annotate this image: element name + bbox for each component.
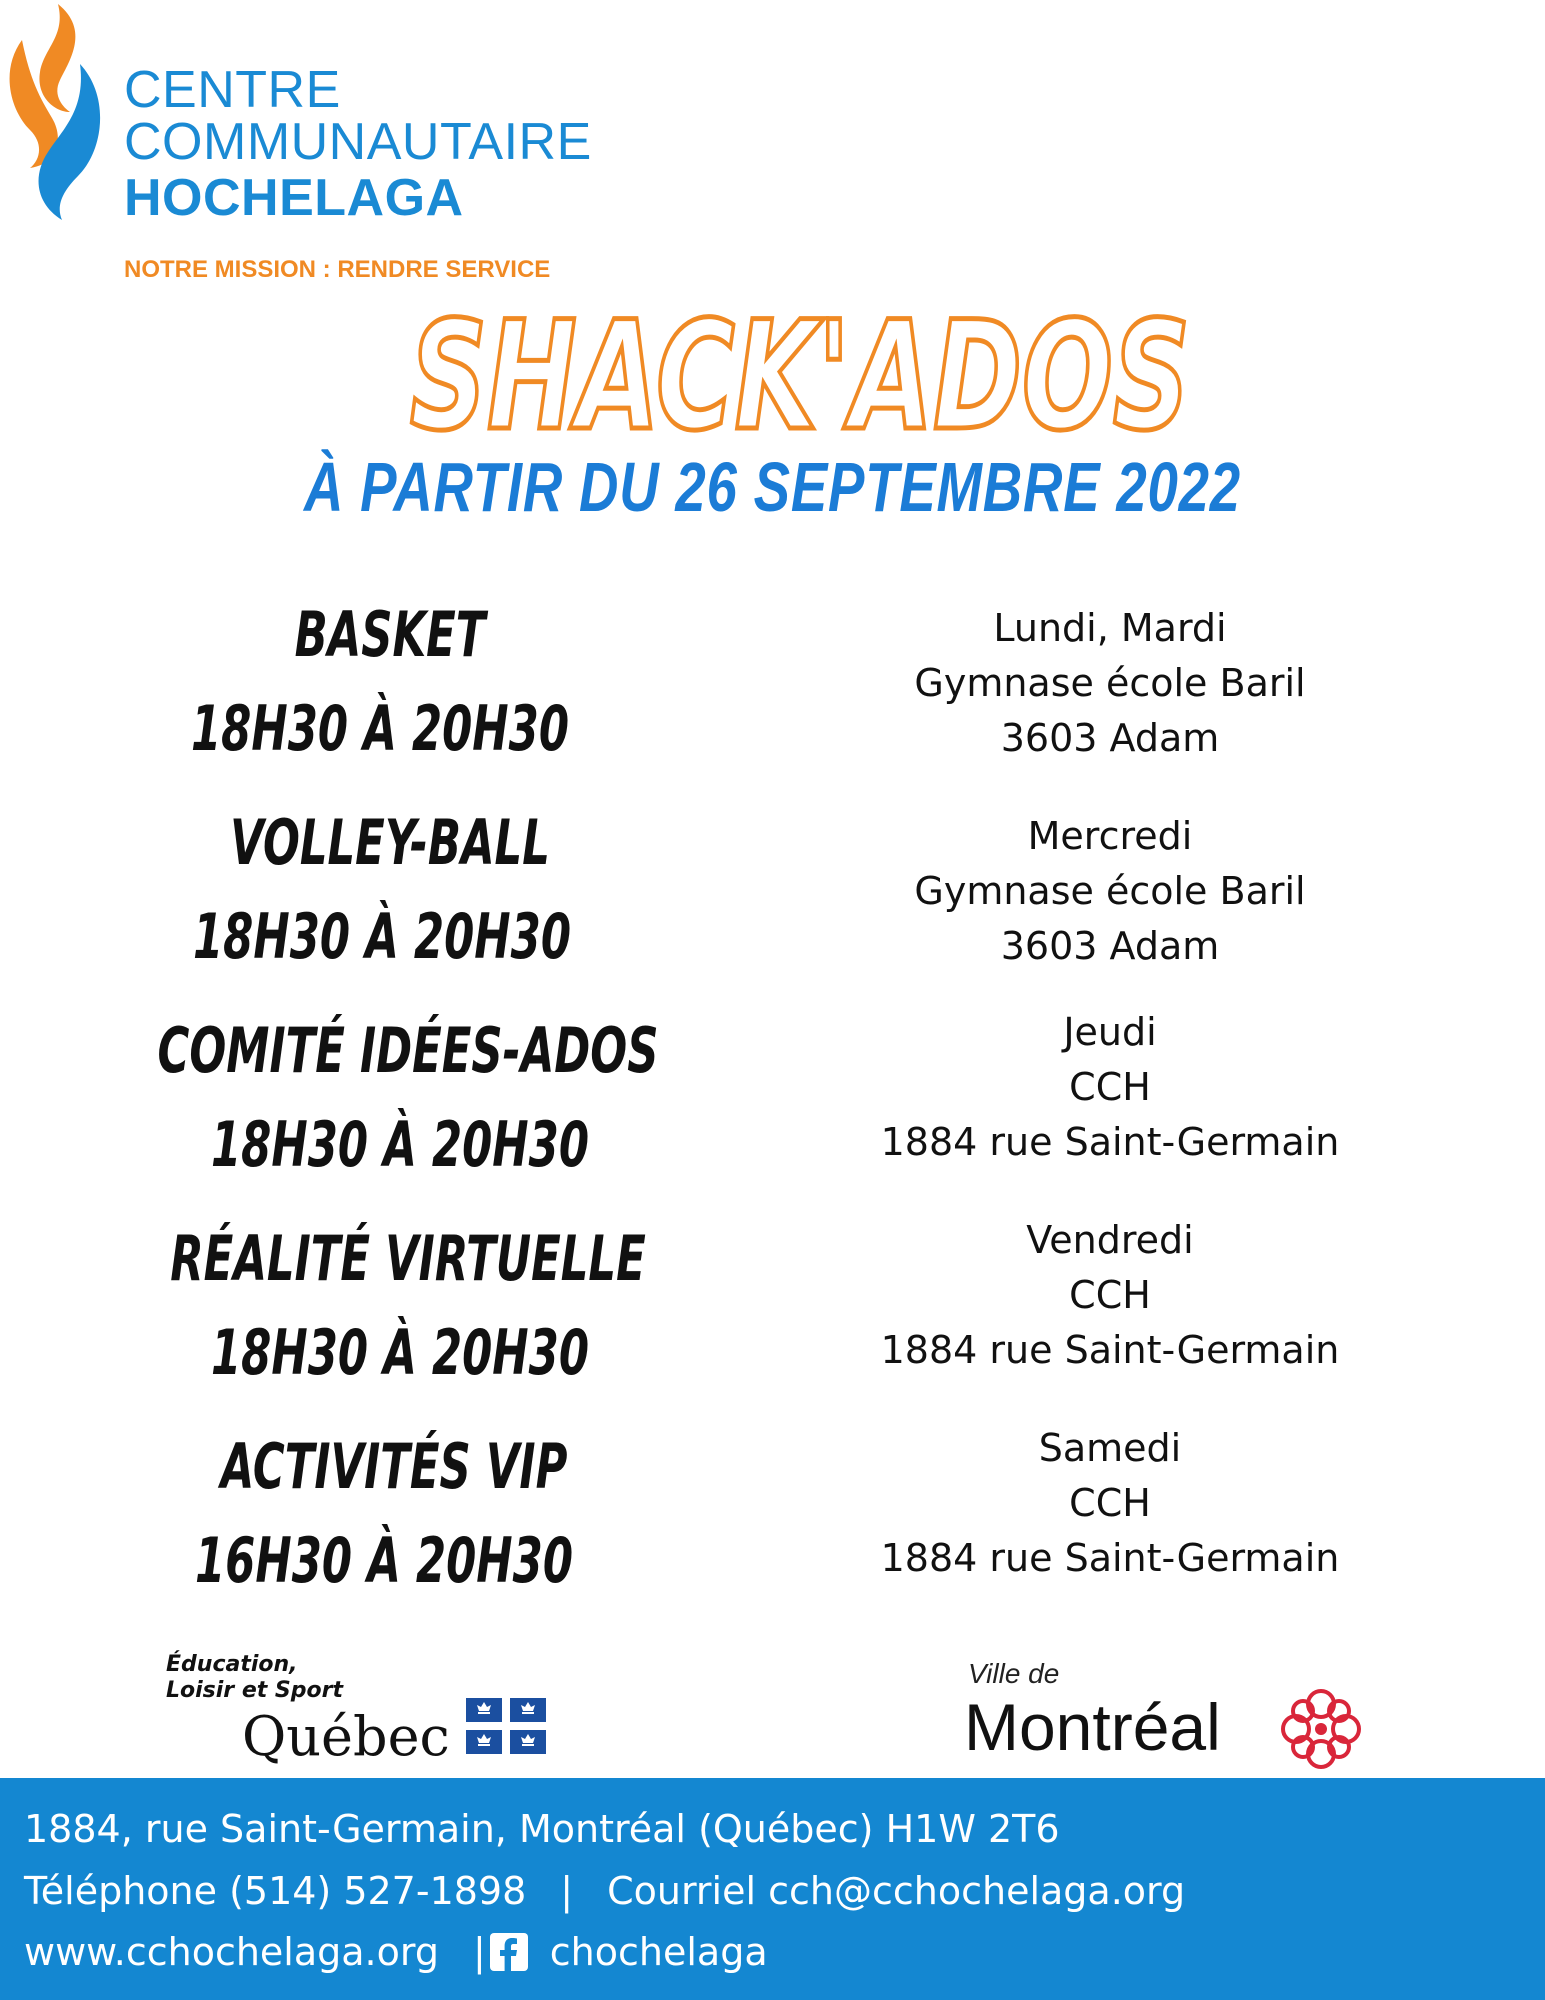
quebec-logo-line2: Loisir et Sport xyxy=(166,1678,343,1703)
page-title xyxy=(300,290,1300,464)
footer-web-line xyxy=(24,1930,768,1974)
logo-line-centre: CENTRE xyxy=(124,61,341,119)
activity-location xyxy=(800,1005,1420,1170)
activity-place: CCH xyxy=(1069,1065,1151,1109)
footer-email[interactable]: Courriel cch@cchochelaga.org xyxy=(607,1869,1186,1913)
montreal-logo-word: Montréal xyxy=(964,1690,1221,1764)
activity-place: Gymnase école Baril xyxy=(914,869,1306,913)
activity-day: Vendredi xyxy=(1026,1218,1194,1262)
activity-address: 1884 rue Saint-Germain xyxy=(880,1536,1340,1580)
activity-name: VOLLEY-BALL xyxy=(230,806,550,879)
quebec-logo-line1: Éducation, xyxy=(166,1652,298,1677)
facebook-icon xyxy=(490,1933,528,1971)
quebec-partner-logo xyxy=(160,1650,560,1780)
logo-line-communautaire: COMMUNAUTAIRE xyxy=(124,113,592,171)
start-date-heading: À PARTIR DU 26 SEPTEMBRE 2022 xyxy=(304,448,1241,526)
contact-footer xyxy=(0,1778,1545,2000)
activity-time: 18H30 À 20H30 xyxy=(210,1316,590,1389)
activity-location xyxy=(800,1421,1420,1586)
activity-day: Jeudi xyxy=(1063,1010,1157,1054)
activity-time: 18H30 À 20H30 xyxy=(190,692,570,765)
footer-separator: | xyxy=(560,1869,574,1913)
activity-address: 3603 Adam xyxy=(1000,716,1220,760)
mission-tagline: NOTRE MISSION : RENDRE SERVICE xyxy=(124,256,551,283)
logo-line-hochelaga: HOCHELAGA xyxy=(124,169,464,227)
activity-place: CCH xyxy=(1069,1481,1151,1525)
activity-place: Gymnase école Baril xyxy=(914,661,1306,705)
activity-address: 1884 rue Saint-Germain xyxy=(880,1120,1340,1164)
activity-name: COMITÉ IDÉES-ADOS xyxy=(157,1014,659,1087)
activity-day: Mercredi xyxy=(1027,814,1193,858)
footer-facebook-handle[interactable]: chochelaga xyxy=(549,1930,768,1974)
activity-name: ACTIVITÉS VIP xyxy=(220,1430,568,1503)
quebec-flag-icon xyxy=(466,1698,546,1754)
activity-day: Lundi, Mardi xyxy=(993,606,1227,650)
activity-day: Samedi xyxy=(1038,1426,1182,1470)
page-title-text: SHACK'ADOS xyxy=(410,290,1190,464)
activity-name: RÉALITÉ VIRTUELLE xyxy=(170,1222,646,1295)
activity-location xyxy=(800,1213,1420,1378)
activity-time: 18H30 À 20H30 xyxy=(210,1108,590,1181)
activity-location xyxy=(800,809,1420,974)
footer-website[interactable]: www.cchochelaga.org xyxy=(24,1930,439,1974)
activity-time: 16H30 À 20H30 xyxy=(194,1524,574,1597)
activity-location xyxy=(800,601,1420,766)
montreal-rosette-icon xyxy=(1278,1686,1364,1772)
activity-name: BASKET xyxy=(294,598,486,671)
montreal-logo-prefix: Ville de xyxy=(968,1658,1060,1689)
activity-place: CCH xyxy=(1069,1273,1151,1317)
footer-phone: Téléphone (514) 527-1898 xyxy=(24,1869,527,1913)
flame-logo-icon xyxy=(0,0,110,220)
footer-contact-line xyxy=(24,1869,1186,1913)
activity-address: 1884 rue Saint-Germain xyxy=(880,1328,1340,1372)
activity-time: 18H30 À 20H30 xyxy=(192,900,572,973)
footer-address: 1884, rue Saint-Germain, Montréal (Québec) H1W 2T6 xyxy=(24,1807,1060,1851)
footer-separator: | xyxy=(472,1930,486,1974)
quebec-logo-word: Québec xyxy=(242,1705,450,1768)
montreal-partner-logo xyxy=(960,1660,1380,1780)
activity-address: 3603 Adam xyxy=(1000,924,1220,968)
